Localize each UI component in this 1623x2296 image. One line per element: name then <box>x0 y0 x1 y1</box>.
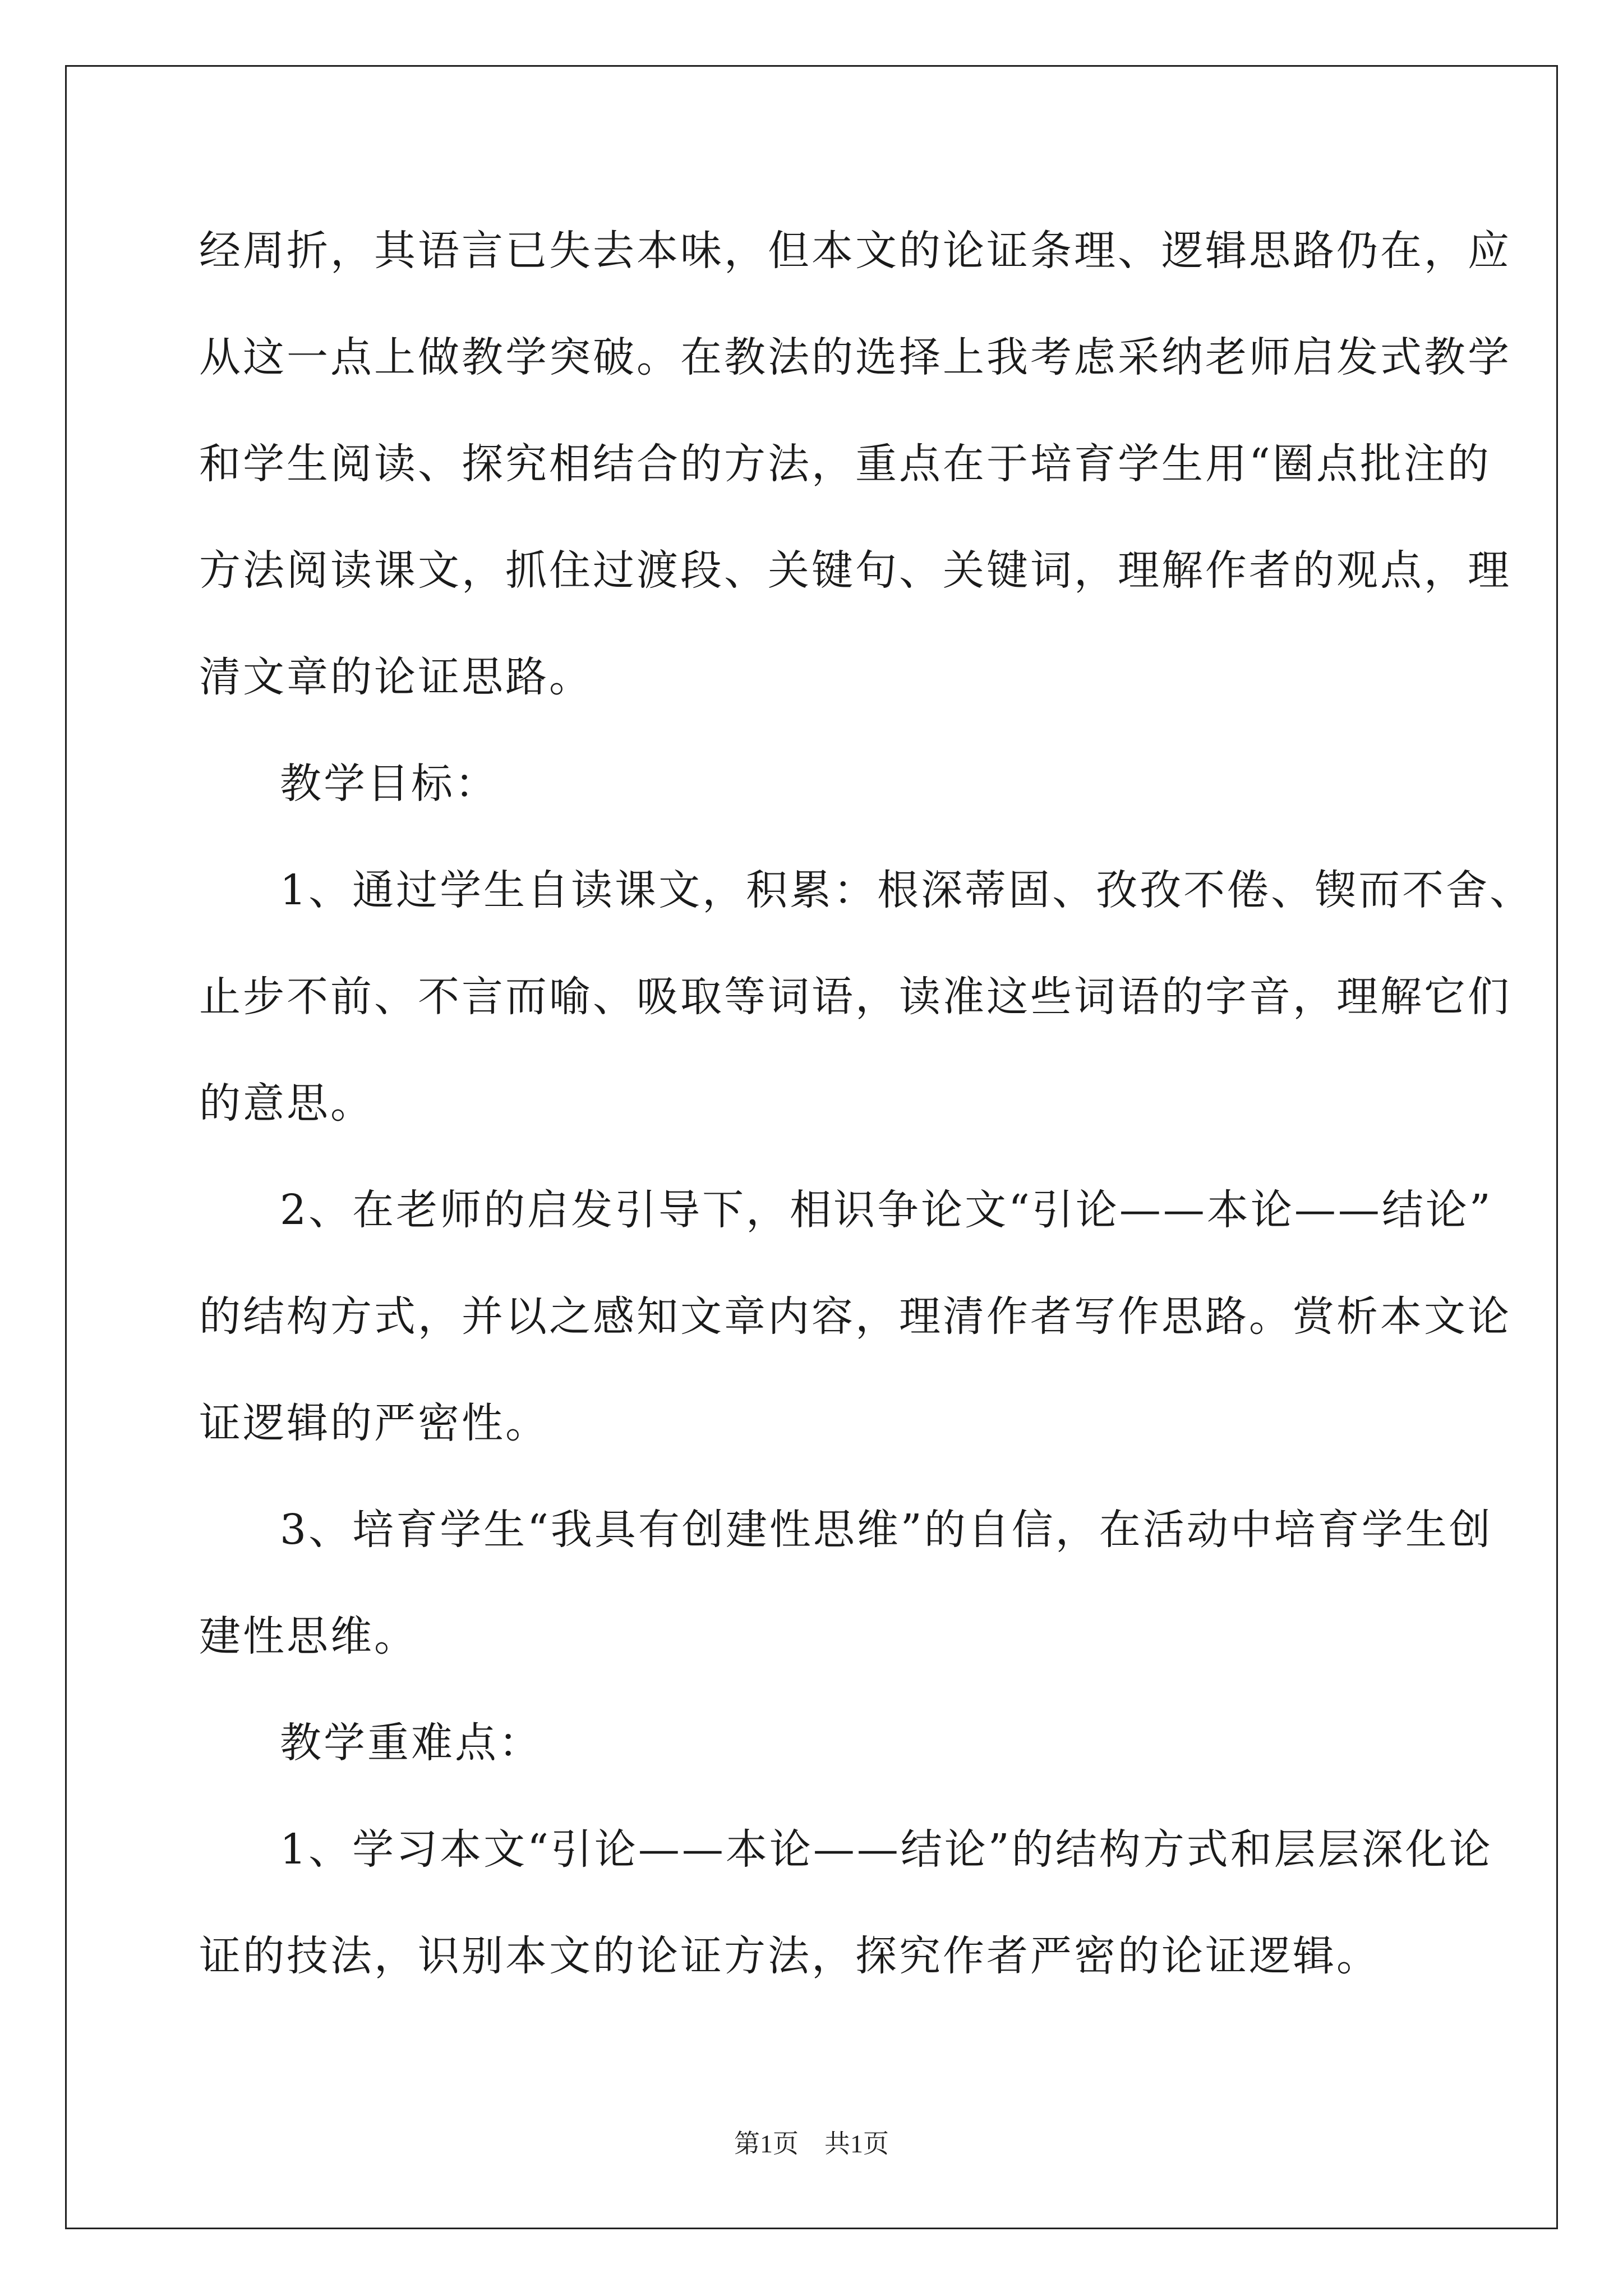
text-line-9: 的意思。 <box>199 1079 374 1128</box>
text-line-17: 证的技法，识别本文的论证方法，探究作者严密的论证逻辑。 <box>199 1932 1380 1980</box>
text-line-8: 止步不前、不言而喻、吸取等词语，读准这些词语的字音，理解它们 <box>199 973 1511 1021</box>
text-line-7: 1、通过学生自读课文，积累：根深蒂固、孜孜不倦、锲而不舍、 <box>280 866 1534 914</box>
document-body <box>199 214 1534 2026</box>
page-footer: 第1页 共1页 <box>734 2129 889 2158</box>
text-line-5: 清文章的论证思路。 <box>199 653 593 701</box>
text-line-3: 和学生阅读、探究相结合的方法，重点在于培育学生用“圈点批注的 <box>199 440 1491 488</box>
section-heading-key-points: 教学重难点： <box>280 1719 542 1767</box>
text-line-14: 建性思维。 <box>199 1612 418 1660</box>
text-line-11: 的结构方式，并以之感知文章内容，理清作者写作思路。赏析本文论 <box>199 1292 1511 1341</box>
text-line-13: 3、培育学生“我具有创建性思维”的自信，在活动中培育学生创 <box>280 1506 1493 1554</box>
text-line-12: 证逻辑的严密性。 <box>199 1399 549 1447</box>
text-line-1: 经周折，其语言已失去本味，但本文的论证条理、逻辑思路仍在，应 <box>199 227 1511 275</box>
text-line-2: 从这一点上做教学突破。在教法的选择上我考虑采纳老师启发式教学 <box>199 333 1511 381</box>
text-line-4: 方法阅读课文，抓住过渡段、关键句、关键词，理解作者的观点，理 <box>199 546 1511 595</box>
section-heading-objectives: 教学目标： <box>280 760 499 808</box>
text-line-16: 1、学习本文“引论——本论——结论”的结构方式和层层深化论 <box>280 1825 1493 1874</box>
text-line-10: 2、在老师的启发引导下，相识争论文“引论——本论——结论” <box>280 1186 1493 1234</box>
